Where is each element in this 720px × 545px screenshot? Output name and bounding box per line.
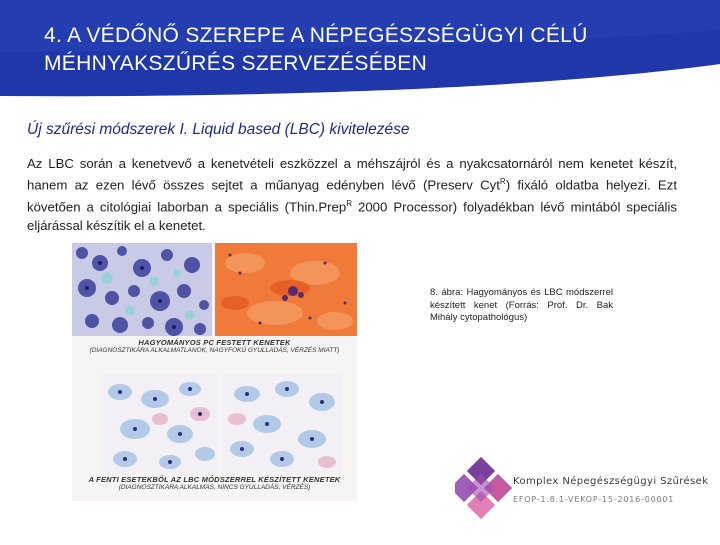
top-figure-caption xyxy=(72,338,357,354)
bottom-caption-subtitle: (DIAGNOSZTIKÁRA ALKALMAS, NINCS GYULLADÁS, VÉRZÉS) xyxy=(118,484,311,491)
lbc-smear-image-1 xyxy=(100,374,218,472)
pap-smear-image-blue xyxy=(72,243,212,336)
top-caption-title: HAGYOMÁNYOS PC FESTETT KENETEK xyxy=(138,338,291,347)
pap-smear-image-orange xyxy=(215,243,357,336)
logo-name: Komplex Népegészségügyi Szűrések xyxy=(513,476,709,487)
figure-caption: 8. ábra: Hagyományos és LBC módszerrel készített kenet (Forrás: Prof. Dr. Bak Mihály cytopathológus) xyxy=(430,287,613,323)
section-subtitle: Új szűrési módszerek I. Liquid based (LBC) kivitelezése xyxy=(27,121,410,138)
top-caption-subtitle: (DIAGNOSZTIKÁRA ALKALMATLANOK, NAGYFOKÚ GYULLADÁS, VÉRZÉS MIATT) xyxy=(89,347,340,354)
program-logo xyxy=(455,438,720,540)
registered-mark-1: R xyxy=(499,177,506,187)
bottom-caption-title: A FENTI ESETEKBŐL AZ LBC MÓDSZERREL KÉSZÍTETT KENETEK xyxy=(88,475,341,484)
body-text-part-3: 2000 Processor) folyadékban lévő mintából speciális eljárással készítik el a kenetet. xyxy=(27,199,677,233)
body-text-part-2: ) fixáló oldatba helyezi. Ezt követően a citológiai laborban a speciális (Thin.Prep xyxy=(27,177,677,215)
bottom-figure-caption xyxy=(72,475,357,491)
body-text-part-1: Az LBC során a kenetvevő a kenetvételi eszközzel a méhszájról és a nyakcsatornáról nem kenetet készít, hanem az ezen lévő összes sejtet a műanyag edényben lévő (Preserv Cyt xyxy=(27,156,677,193)
logo-code: EFOP-1.8.1-VEKOP-15-2016-00001 xyxy=(513,495,675,504)
body-paragraph xyxy=(27,155,677,235)
registered-mark-2: R xyxy=(346,199,352,209)
lbc-smear-image-2 xyxy=(222,374,342,472)
page-title: 4. A VÉDŐNŐ SZEREPE A NÉPEGÉSZSÉGÜGYI CÉLÚ MÉHNYAKSZŰRÉS SZERVEZÉSÉBEN xyxy=(44,24,588,75)
logo-mark-icon xyxy=(455,438,720,540)
